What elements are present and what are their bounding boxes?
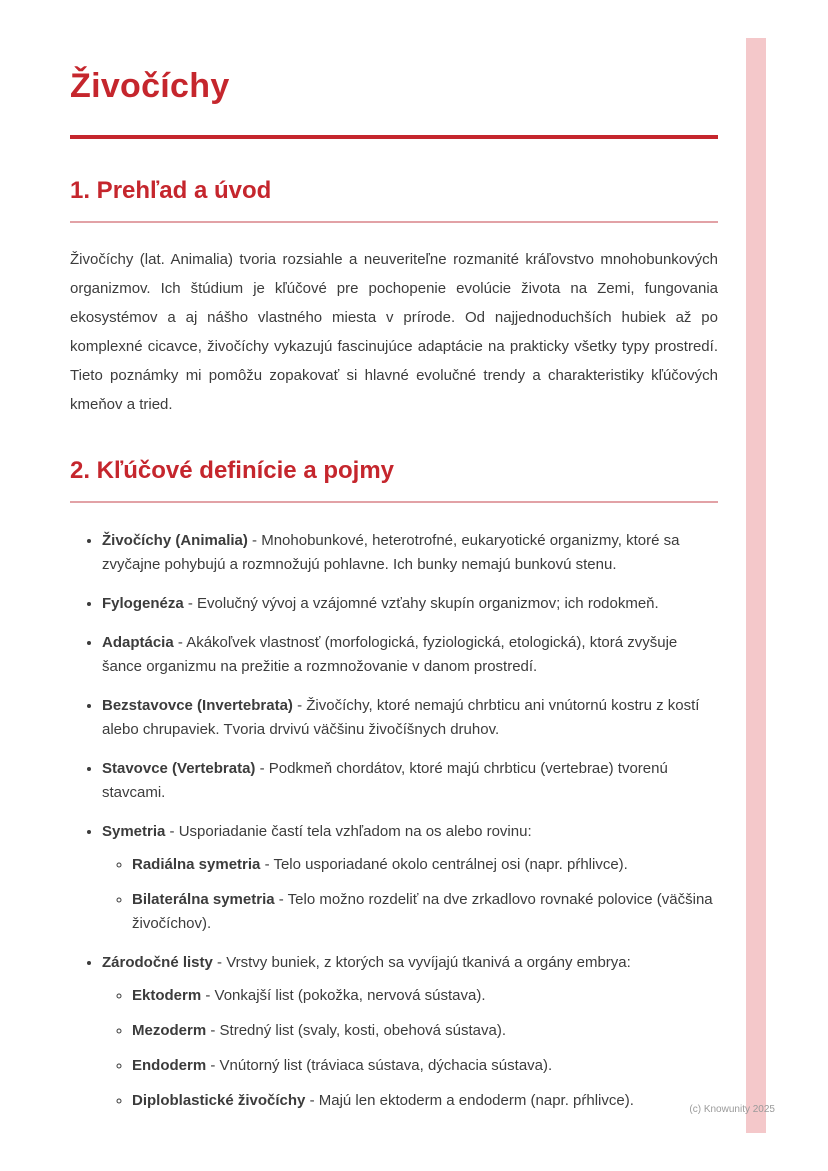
list-item (102, 694, 718, 742)
definition-term: Fylogenéza (102, 594, 184, 612)
definition-text: - Vnútorný list (tráviaca sústava, dýchacia sústava). (210, 1056, 553, 1074)
section-definitions (70, 457, 718, 1113)
sub-list-item (132, 1019, 718, 1043)
definition-term: Adaptácia (102, 633, 174, 651)
sub-list-item (132, 1054, 718, 1078)
definition-term: Bilaterálna symetria (132, 890, 275, 908)
definition-text: - Telo usporiadané okolo centrálnej osi (napr. pŕhlivce). (264, 855, 628, 873)
list-item (102, 631, 718, 679)
intro-paragraph: Živočíchy (lat. Animalia) tvoria rozsiahle a neuveriteľne rozmanité kráľovstvo mnohobunkových organizmov. Ich štúdium je kľúčové pre pochopenie evolúcie života na Zemi, fungovania ekosystémov a aj nášho vlastného miesta v prírode. Od najjednoduchších hubiek až po komplexné cicavce, živočíchy vykazujú fascinujúce adaptácie na prakticky všetky typy prostredí. Tieto poznámky mi pomôžu zopakovať si hlavné evolučné trendy a charakteristiky kľúčových kmeňov a tried. (70, 251, 718, 414)
definition-term: Stavovce (Vertebrata) (102, 759, 256, 777)
definition-text: - Usporiadanie častí tela vzhľadom na os alebo rovinu: (169, 822, 532, 840)
definition-term: Zárodočné listy (102, 953, 213, 971)
list-item (102, 820, 718, 936)
section-rule (70, 221, 718, 223)
list-item (102, 951, 718, 1113)
sub-list-item (132, 984, 718, 1008)
section-rule (70, 501, 718, 503)
right-accent-stripe (746, 38, 766, 1133)
definition-text: - Majú len ektoderm a endoderm (napr. pŕhlivce). (309, 1091, 634, 1109)
definition-term: Endoderm (132, 1056, 207, 1074)
definition-text: - Akákoľvek vlastnosť (morfologická, fyziologická, etologická), ktorá zvyšuje šance organizmu na prežitie a rozmnožovanie v danom prostredí. (102, 633, 678, 675)
definition-text: - Podkmeň chordátov, ktoré majú chrbticu (vertebrae) tvorenú stavcami. (102, 759, 668, 801)
list-item (102, 529, 718, 577)
definition-text: - Mnohobunkové, heterotrofné, eukaryotické organizmy, ktoré sa zvyčajne pohybujú a rozmnožujú pohlavne. Ich bunky nemajú bunkovú stenu. (102, 531, 680, 573)
definition-text: - Evolučný vývoj a vzájomné vzťahy skupín organizmov; ich rodokmeň. (187, 594, 659, 612)
definitions-list (70, 529, 718, 1113)
title-rule (70, 135, 718, 139)
sub-list-item (132, 1089, 718, 1113)
section-heading-definitions: 2. Kľúčové definície a pojmy (70, 457, 395, 485)
page-title: Živočíchy (70, 67, 230, 105)
definition-term: Symetria (102, 822, 166, 840)
definition-text: - Stredný list (svaly, kosti, obehová sústava). (210, 1021, 507, 1039)
definition-text: - Živočíchy, ktoré nemajú chrbticu ani vnútornú kostru z kostí alebo chrupaviek. Tvoria drvivú väčšinu živočíšnych druhov. (102, 696, 700, 738)
list-item (102, 592, 718, 616)
sub-list (102, 984, 718, 1113)
definition-text: - Vonkajší list (pokožka, nervová sústava). (205, 986, 486, 1004)
definition-term: Ektoderm (132, 986, 202, 1004)
definition-text: - Telo možno rozdeliť na dve zrkadlovo rovnaké polovice (väčšina živočíchov). (132, 890, 713, 932)
footer-credit: (c) Knowunity 2025 (689, 1104, 775, 1115)
sub-list-item (132, 888, 718, 936)
document-page (70, 0, 718, 1128)
section-overview (70, 177, 718, 419)
definition-text: - Vrstvy buniek, z ktorých sa vyvíjajú tkanivá a orgány embrya: (217, 953, 631, 971)
definition-term: Mezoderm (132, 1021, 207, 1039)
sub-list (102, 853, 718, 936)
definition-term: Diploblastické živočíchy (132, 1091, 306, 1109)
section-heading-overview: 1. Prehľad a úvod (70, 177, 272, 205)
list-item (102, 757, 718, 805)
definition-term: Bezstavovce (Invertebrata) (102, 696, 293, 714)
definition-term: Radiálna symetria (132, 855, 261, 873)
sub-list-item (132, 853, 718, 877)
definition-term: Živočíchy (Animalia) (102, 531, 248, 549)
